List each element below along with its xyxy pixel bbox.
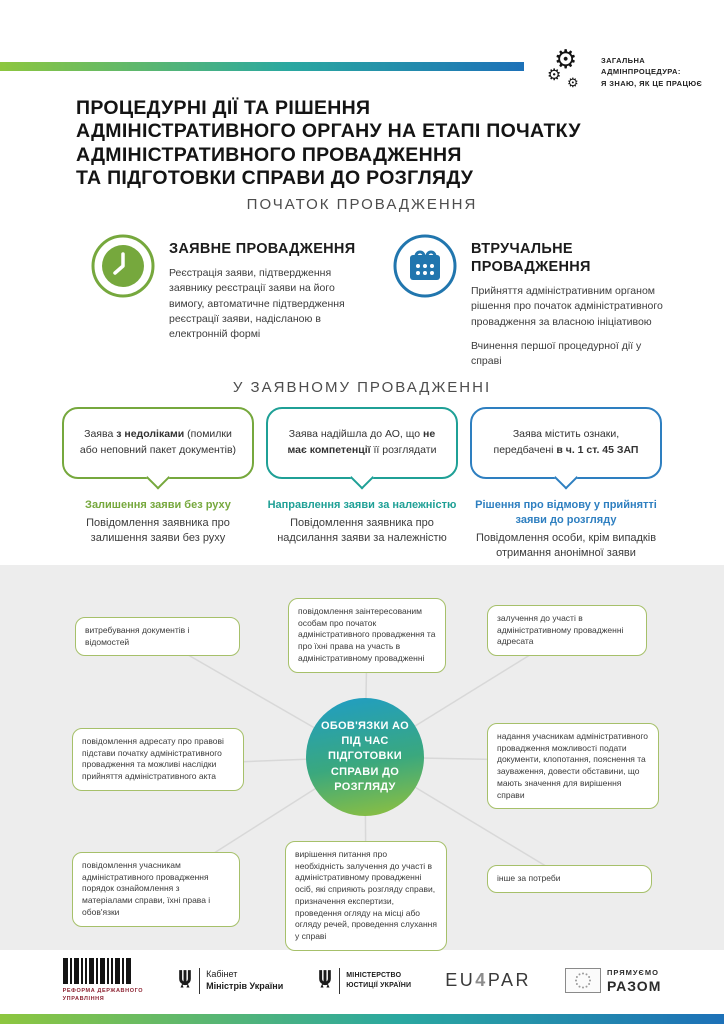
mindmap-box: повідомлення заінтересованим особам про початок адміністративного провадження та про їхні права на участь в адміністративному провадженні xyxy=(288,598,446,673)
brand-logo xyxy=(546,46,702,98)
eu4par-par: PAR xyxy=(487,970,531,991)
mindmap-box: вирішення питання про необхідність залучення до участі в адміністративному провадженні осіб, які сприяють розгляду справи, призначення експертизи, проведення огляду на місці або огляду речей, проведення слухання у справі xyxy=(285,841,447,951)
brand-line: АДМІНПРОЦЕДУРА: xyxy=(601,67,681,77)
par-logo-text xyxy=(63,987,143,1004)
claim-column-competence xyxy=(266,407,458,561)
cabinet-line: Міністрів України xyxy=(206,980,284,991)
zayavne-texts xyxy=(169,233,369,342)
claim-result-title: Залишення заяви без руху xyxy=(85,499,231,511)
together-line: ПРЯМУЄМО xyxy=(607,968,659,977)
ministry-line: МІНІСТЕРСТВО xyxy=(346,971,402,979)
mindmap-box: залучення до участі в адміністративному провадженні адресата xyxy=(487,605,647,656)
trident-icon xyxy=(177,969,193,993)
duties-mindmap xyxy=(0,565,724,950)
zayavne-title: ЗАЯВНЕ ПРОВАДЖЕННЯ xyxy=(169,241,356,257)
ministry-line: ЮСТИЦІЇ УКРАЇНИ xyxy=(346,981,412,989)
cabinet-logo xyxy=(177,968,283,994)
claim-bubble xyxy=(266,407,458,479)
eu4par-eu: EU xyxy=(445,970,476,991)
bubble-text: Заява містить ознаки, передбачені в ч. 1 ст. 45 ЗАП xyxy=(493,428,639,456)
footer-logos xyxy=(0,958,724,1004)
brand-text xyxy=(601,55,702,90)
claim-bubble xyxy=(470,407,662,479)
brand-line: ЗАГАЛЬНА xyxy=(601,55,646,65)
gear-icon: ⚙ xyxy=(554,44,578,74)
claim-column-refusal xyxy=(470,407,662,561)
par-reform-logo xyxy=(63,958,143,1004)
gear-icon: ⚙ xyxy=(547,67,562,84)
vtruchalne-text-2: Вчинення першої процедурної дії у справі xyxy=(471,339,642,368)
calendar-icon xyxy=(392,233,458,369)
claim-result-title: Рішення про відмову у прийнятті заяви до розгляду xyxy=(475,499,657,526)
cabinet-line: Кабінет xyxy=(206,969,238,980)
bubble-tail xyxy=(350,465,374,489)
bubble-text: Заява з недоліками (помилки або неповний пакет документів) xyxy=(79,428,237,456)
claim-bubble xyxy=(62,407,254,479)
claim-result-title: Направлення заяви за належністю xyxy=(267,499,457,511)
bubble-text: Заява надійшла до АО, що не має компетенції її розглядати xyxy=(287,428,437,456)
vtruchalne-title: ВТРУЧАЛЬНЕ ПРОВАДЖЕННЯ xyxy=(471,241,591,276)
ministry-logo xyxy=(317,968,411,994)
zayavne-block xyxy=(90,233,370,342)
claim-result-text: Повідомлення заявника про надсилання заяви за належністю xyxy=(277,516,447,545)
vtruchalne-text-1: Прийняття адміністративним органом рішення про початок адміністративного провадження за власною ініціативою xyxy=(471,285,663,328)
title-line: АДМІНІСТРАТИВНОГО ПРОВАДЖЕННЯ xyxy=(76,143,462,166)
trident-icon xyxy=(317,969,333,993)
mindmap-box: інше за потреби xyxy=(487,865,652,893)
claim-result-text: Повідомлення особи, крім випадків отримання анонімної заяви xyxy=(475,531,657,560)
together-line: РАЗОМ xyxy=(607,977,662,994)
ministry-text xyxy=(346,971,411,991)
together-logo xyxy=(565,968,661,993)
title-line: ПРОЦЕДУРНІ ДІЇ ТА РІШЕННЯ xyxy=(76,97,371,119)
title-line: ТА ПІДГОТОВКИ СПРАВИ ДО РОЗГЛЯДУ xyxy=(76,167,474,190)
eu-flag-icon xyxy=(565,968,601,993)
bubble-tail xyxy=(146,465,170,489)
bubble-tail xyxy=(554,465,578,489)
bottom-gradient-bar xyxy=(0,1014,724,1024)
claim-result-text: Повідомлення заявника про залишення заяви без руху xyxy=(86,516,230,545)
mindmap-box: повідомлення учасникам адміністративного провадження порядок ознайомлення з матеріалами справи, їхні права і обов'язки xyxy=(72,852,240,927)
barcode-icon xyxy=(63,958,131,984)
together-text xyxy=(607,969,661,993)
section-heading-claims: У ЗАЯВНОМУ ПРОВАДЖЕННІ xyxy=(232,379,492,396)
section-heading-start: ПОЧАТОК ПРОВАДЖЕННЯ xyxy=(246,196,478,213)
mindmap-box: надання учасникам адміністративного провадження можливості подати документи, клопотання, пояснення та зауваження, довести обставини, що мають значення для вирішення справи xyxy=(487,723,659,809)
mindmap-center: ОБОВ'ЯЗКИ АО ПІД ЧАС ПІДГОТОВКИ СПРАВИ ДО РОЗГЛЯДУ xyxy=(306,698,424,816)
clock-icon xyxy=(90,233,156,342)
top-gradient-bar xyxy=(0,62,524,71)
page-title xyxy=(76,97,676,191)
eu4par-logo xyxy=(445,970,531,991)
logo-divider xyxy=(199,968,200,994)
zayavne-text: Реєстрація заяви, підтвердження заявнику реєстрації заяви на його вимогу, автоматичне підтвердження реєстрації заяви, надісланою в електронній формі xyxy=(169,267,345,340)
cabinet-text xyxy=(206,969,283,992)
vtruchalne-texts xyxy=(471,233,677,369)
claim-column-defects xyxy=(62,407,254,561)
brand-line: Я ЗНАЮ, ЯК ЦЕ ПРАЦЮЄ xyxy=(601,78,703,88)
gear-icon: ⚙ xyxy=(567,75,579,90)
eu4par-four: 4 xyxy=(475,970,488,991)
par-logo-line: РЕФОРМА ДЕРЖАВНОГО xyxy=(62,988,144,994)
par-logo-line: УПРАВЛІННЯ xyxy=(62,996,105,1003)
claims-row xyxy=(62,407,662,561)
mindmap-box: повідомлення адресату про правові підстави початку адміністративного провадження та можливі наслідки прийняття адміністративного акта xyxy=(72,728,244,791)
mindmap-box: витребування документів і відомостей xyxy=(75,617,240,656)
gears-icon xyxy=(546,46,592,98)
vtruchalne-block xyxy=(392,233,677,369)
logo-divider xyxy=(339,968,340,994)
title-line: АДМІНІСТРАТИВНОГО ОРГАНУ НА ЕТАПІ ПОЧАТКУ xyxy=(76,120,581,143)
